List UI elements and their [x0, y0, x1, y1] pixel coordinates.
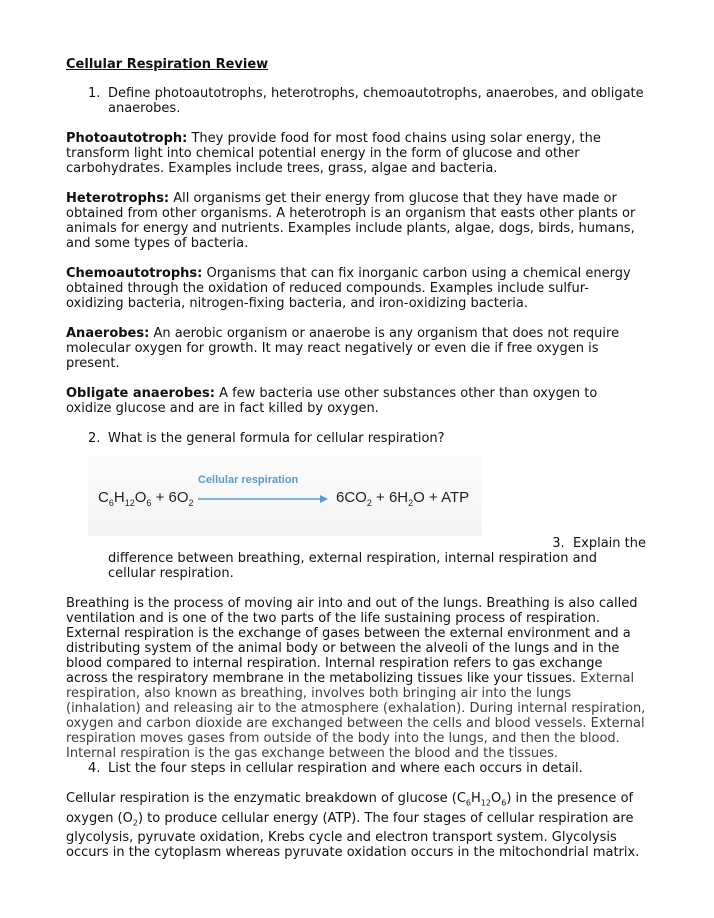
page-title: Cellular Respiration Review	[66, 57, 269, 72]
question-4-answer: Cellular respiration is the enzymatic breakdown of glucose $(C_6H_{12}O_6)$ in the presence of oxygen $(O_2)$ to produce cellular energy (ATP). The four stages of cellular respiration are glycolysis, pyruvate oxidation, Krebs cycle and electron transport system. Glycolysis occurs in the cytoplasm whereas pyruvate oxidation occurs in the mitochondrial matrix.	[66, 791, 640, 861]
definition-text: They provide food for most food chains using solar energy, the transform light into chemical potential energy in the form of glucose and other carbohydrates. Examples include trees, grass, algae and bacteria.	[66, 131, 601, 176]
answer-text: Breathing is the process of moving air into and out of the lungs. Breathing is also called ventilation and is one of the two parts of the life sustaining process of respiration. External respiration is the exchange of gases between the external environment and a distributing system of the animal body or between the alveoli of the lungs and in the blood compared to internal respiration. Internal respiration refers to gas exchange across the respiratory membrane in the metabolizing tissues like your tissues.	[66, 596, 638, 686]
question-number: 4.	[88, 761, 101, 776]
question-2	[88, 431, 646, 446]
definition-term: Chemoautotrophs:	[66, 266, 203, 281]
arrowhead-icon	[320, 495, 328, 503]
definition-term: Photoautotroph:	[66, 131, 188, 146]
definition-text: A few bacteria use other substances other than oxygen to oxidize glucose and are in fact killed by oxygen.	[66, 386, 598, 416]
question-number: 1.	[88, 86, 101, 101]
reactants: $C_6H_{12}O_6 + 6O_2$	[98, 489, 194, 508]
question-text-lead: Explain the	[572, 536, 646, 551]
definition-obligate-anaerobes	[66, 386, 646, 416]
definition-term: Heterotrophs:	[66, 191, 170, 206]
document-page	[66, 57, 646, 875]
definition-chemoautotrophs	[66, 266, 646, 311]
definition-text: An aerobic organism or anaerobe is any organism that does not require molecular oxygen for growth. It may react negatively or even die if free oxygen is present.	[66, 326, 620, 371]
definition-text: All organisms get their energy from glucose that they have made or obtained from other organisms. A heterotroph is an organism that easts other plants or animals for energy and nutrients. Examples include plants, algae, dogs, birds, humans, and some types of bacteria.	[66, 191, 636, 251]
question-text: difference between breathing, external respiration, internal respiration and cellular respiration.	[108, 551, 598, 581]
question-number: 2.	[88, 431, 101, 446]
question-4	[88, 761, 646, 776]
definition-text: Organisms that can fix inorganic carbon using a chemical energy obtained through the oxidation of reduced compounds. Examples include sulfur-oxidizing bacteria, nitrogen-fixing bacteria, and iron-oxidizing bacteria.	[66, 266, 631, 311]
definition-term: Obligate anaerobes:	[66, 386, 215, 401]
arrow-label: Cellular respiration	[198, 474, 299, 486]
question-text: List the four steps in cellular respiration and where each occurs in detail.	[108, 761, 583, 776]
answer-text-quoted: External respiration, also known as breathing, involves both bringing air into the lungs (inhalation) and releasing air to the atmosphere (exhalation). During internal respiration, oxygen and carbon dioxide are exchanged between the cells and blood vessels. External respiration moves gases from outside of the body into the lungs, and then the blood. Internal respiration is the gas exchange between the blood and the tissues.	[66, 671, 646, 761]
definition-heterotrophs	[66, 191, 646, 251]
definition-photoautotroph	[66, 131, 646, 176]
question-3-lead	[108, 536, 646, 551]
question-text: What is the general formula for cellular respiration?	[108, 431, 445, 446]
definition-anaerobes	[66, 326, 646, 371]
definition-term: Anaerobes:	[66, 326, 150, 341]
respiration-formula-image	[88, 456, 482, 536]
question-text: Define photoautotrophs, heterotrophs, chemoautotrophs, anaerobes, and obligate anaerobes.	[108, 86, 644, 116]
question-3-answer	[66, 596, 646, 761]
question-1	[88, 86, 646, 116]
products: $6CO_2 + 6H_2O$ + ATP	[336, 489, 470, 508]
question-number: 3.	[552, 536, 565, 551]
formula-svg	[88, 456, 482, 536]
question-3	[108, 536, 646, 581]
